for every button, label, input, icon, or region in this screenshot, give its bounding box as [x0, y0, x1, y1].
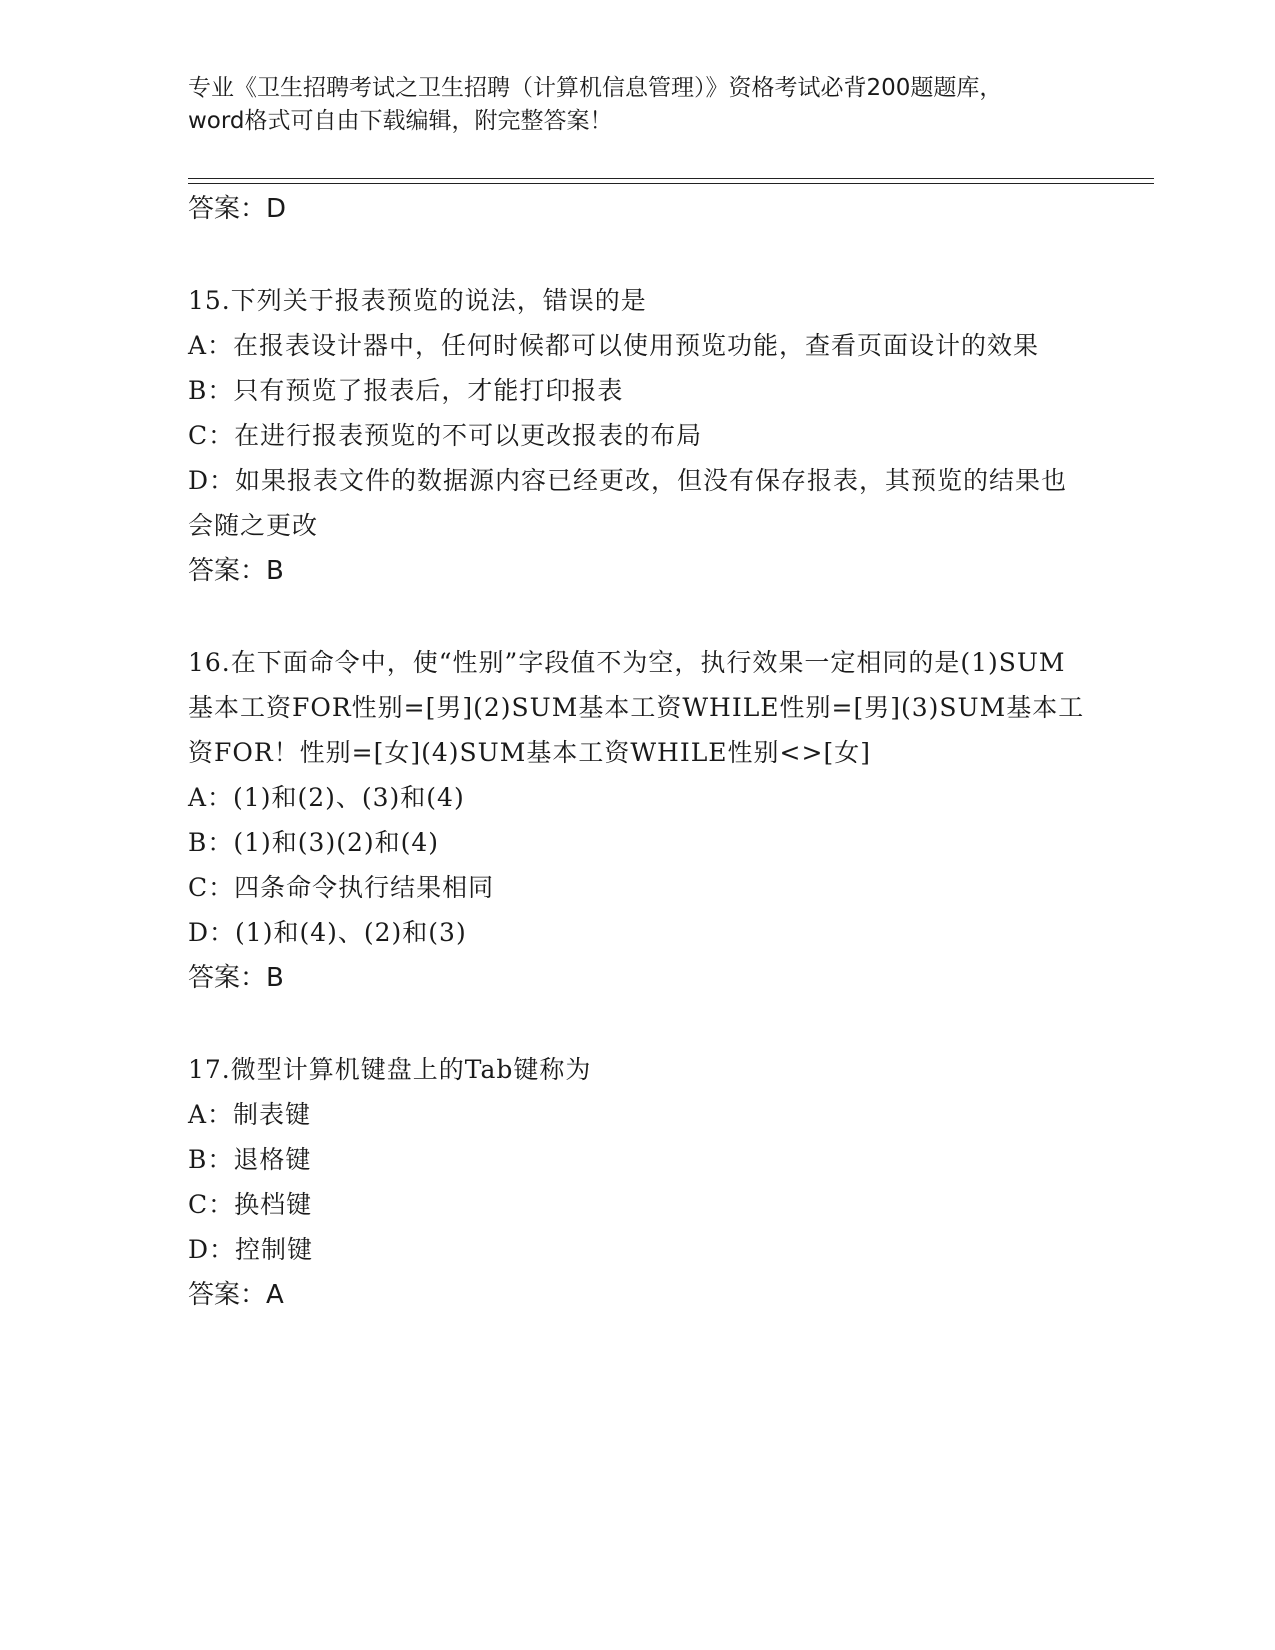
document-header — [188, 72, 1088, 138]
option-b: B：(1)和(3)(2)和(4) — [188, 828, 440, 857]
question-stem: 16.在下面命令中，使“性别”字段值不为空，执行效果一定相同的是(1)SUM基本工资FOR性别=[男](2)SUM基本工资WHILE性别=[男](3)SUM基本工资FOR！性别=[女](4)SUM基本工资WHILE性别<>[女] — [188, 648, 1085, 767]
question-17 — [188, 1047, 1088, 1318]
option-a: A：制表键 — [188, 1100, 312, 1129]
option-c: C：四条命令执行结果相同 — [188, 873, 495, 902]
question-list — [188, 186, 1088, 1318]
option-a: A：(1)和(2)、(3)和(4) — [188, 783, 465, 812]
header-line-2: word格式可自由下载编辑，附完整答案！ — [188, 108, 613, 134]
option-d: D：(1)和(4)、(2)和(3) — [188, 918, 467, 947]
previous-answer: 答案：D — [188, 194, 287, 224]
header-divider-bottom — [188, 183, 1154, 184]
header-divider-top — [188, 178, 1154, 179]
option-a: A：在报表设计器中，任何时候都可以使用预览功能，查看页面设计的效果 — [188, 331, 1040, 360]
answer: 答案：A — [188, 1280, 284, 1310]
question-15 — [188, 278, 1088, 594]
option-d: D：控制键 — [188, 1235, 314, 1264]
option-b: B：退格键 — [188, 1145, 312, 1174]
option-b: B：只有预览了报表后，才能打印报表 — [188, 376, 624, 405]
option-d: D：如果报表文件的数据源内容已经更改，但没有保存报表，其预览的结果也会随之更改 — [188, 466, 1068, 540]
answer: 答案：B — [188, 556, 284, 586]
answer: 答案：B — [188, 963, 284, 993]
question-stem: 17.微型计算机键盘上的Tab键称为 — [188, 1055, 592, 1084]
option-c: C：换档键 — [188, 1190, 313, 1219]
option-c: C：在进行报表预览的不可以更改报表的布局 — [188, 421, 703, 450]
header-line-1: 专业《卫生招聘考试之卫生招聘（计算机信息管理）》资格考试必背200题题库， — [188, 75, 1003, 101]
question-16 — [188, 640, 1088, 1001]
question-stem: 15.下列关于报表预览的说法，错误的是 — [188, 286, 647, 315]
